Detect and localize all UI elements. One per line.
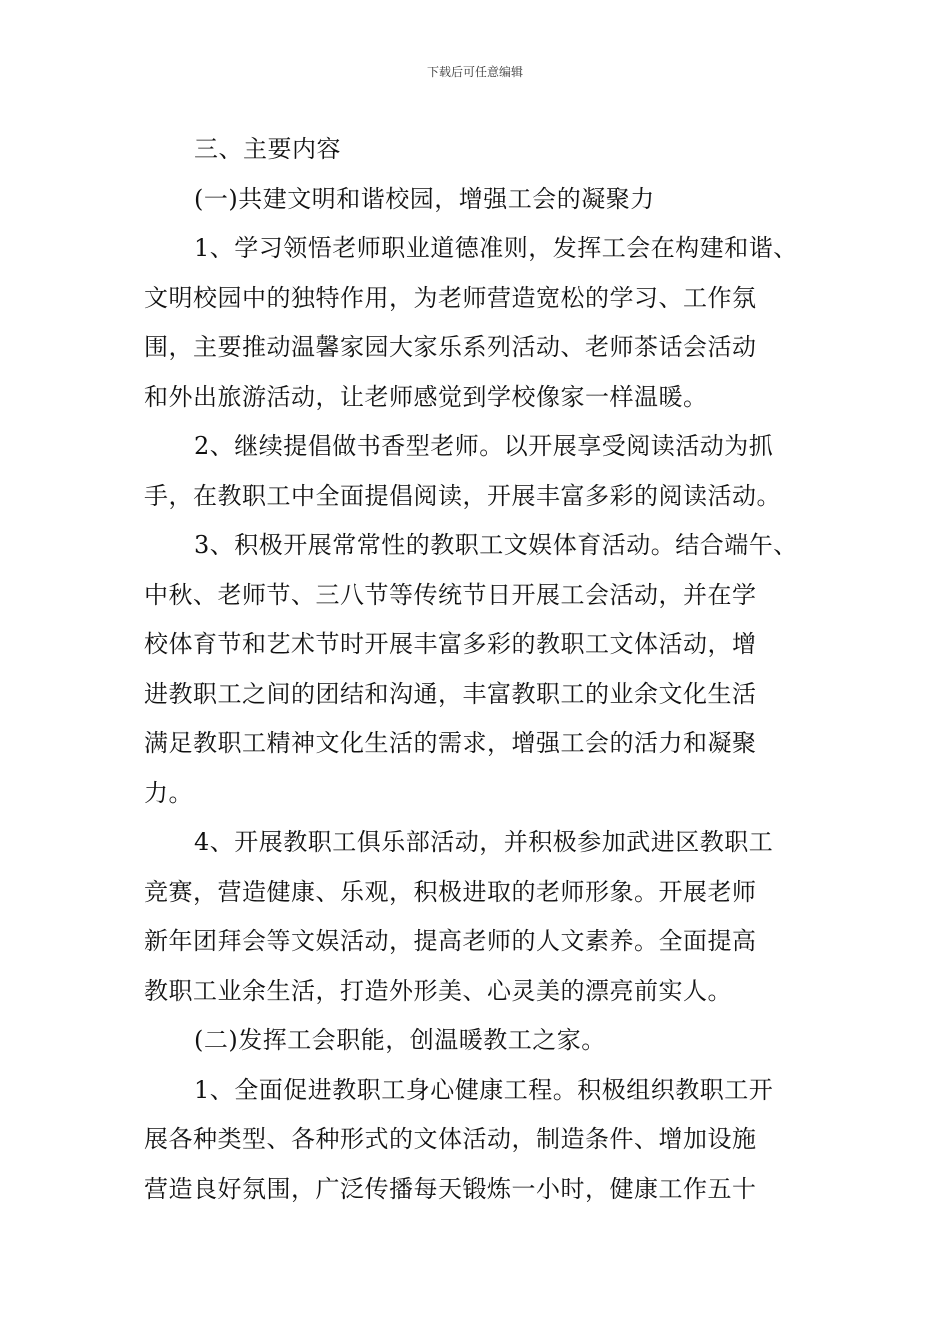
paragraph-line: 竞赛，营造健康、乐观，积极进取的老师形象。开展老师 [144, 877, 757, 906]
subsection-heading: (一)共建文明和谐校园，增强工会的凝聚力 [194, 184, 655, 213]
paragraph-line: 中秋、老师节、三八节等传统节日开展工会活动，并在学 [144, 580, 757, 609]
paragraph-line: 新年团拜会等文娱活动，提高老师的人文素养。全面提高 [144, 927, 757, 955]
paragraph-line: 2、继续提倡做书香型老师。以开展享受阅读活动为抓 [194, 432, 774, 460]
paragraph-line: 展各种类型、各种形式的文体活动，制造条件、增加设施 [144, 1125, 757, 1153]
paragraph-line: 教职工业余生活，打造外形美、心灵美的漂亮前实人。 [144, 976, 732, 1005]
paragraph-line: 手，在教职工中全面提倡阅读，开展丰富多彩的阅读活动。 [144, 481, 781, 510]
paragraph-line: 满足教职工精神文化生活的需求，增强工会的活力和凝聚 [144, 729, 757, 757]
paragraph-line: 文明校园中的独特作用，为老师营造宽松的学习、工作氛 [144, 283, 757, 312]
section-heading: 三、主要内容 [194, 135, 341, 163]
paragraph-line: 围，主要推动温馨家园大家乐系列活动、老师茶话会活动 [144, 333, 757, 361]
paragraph-line: 校体育节和艺术节时开展丰富多彩的教职工文体活动，增 [144, 630, 757, 658]
paragraph-line: 1、全面促进教职工身心健康工程。积极组织教职工开 [194, 1075, 774, 1104]
subsection-heading: (二)发挥工会职能，创温暖教工之家。 [194, 1026, 606, 1054]
paragraph-line: 和外出旅游活动，让老师感觉到学校像家一样温暖。 [144, 382, 708, 411]
paragraph-line: 4、开展教职工俱乐部活动，并积极参加武进区教职工 [194, 828, 774, 856]
paragraph-line: 3、积极开展常常性的教职工文娱体育活动。结合端午、 [194, 531, 798, 559]
page-header: 下载后可任意编辑 [426, 65, 523, 79]
paragraph-line: 营造良好氛围，广泛传播每天锻炼一小时，健康工作五十 [144, 1174, 757, 1203]
paragraph-line: 进教职工之间的团结和沟通，丰富教职工的业余文化生活 [144, 679, 757, 708]
paragraph-line: 力。 [144, 778, 193, 807]
document-body [144, 125, 814, 1214]
paragraph-line: 1、学习领悟老师职业道德准则，发挥工会在构建和谐、 [194, 234, 798, 262]
